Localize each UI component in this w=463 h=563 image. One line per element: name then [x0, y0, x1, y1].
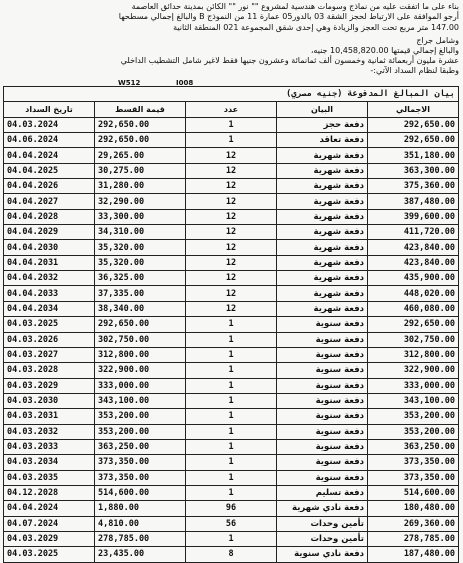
table-body [4, 117, 459, 562]
cell-description: دفعة شهرية [277, 240, 368, 255]
cell-amount: 292,650.00 [95, 117, 186, 132]
cell-date: 04.06.2024 [4, 133, 95, 148]
col-header-count: عدد [186, 102, 277, 117]
table-row [4, 163, 459, 178]
cell-description: دفعة شهرية [277, 286, 368, 301]
table-row [4, 347, 459, 362]
cell-count: 12 [186, 179, 277, 194]
unit-code-i: I008 [176, 79, 194, 87]
cell-description: دفعة سنوية [277, 347, 368, 362]
table-title: بيان المبالغ المدفوعة (جنيه مصري) [4, 87, 459, 102]
cell-date: 04.04.2030 [4, 240, 95, 255]
cell-description: دفعة شهرية [277, 179, 368, 194]
table-row [4, 271, 459, 286]
cell-amount: 4,810.00 [95, 516, 186, 531]
cell-description: دفعة شهرية [277, 255, 368, 270]
cell-count: 12 [186, 271, 277, 286]
cell-date: 04.04.2024 [4, 148, 95, 163]
table-row [4, 148, 459, 163]
cell-amount: 37,335.00 [95, 286, 186, 301]
cell-total: 363,250.00 [368, 439, 459, 454]
cell-count: 1 [186, 455, 277, 470]
cell-amount: 1,880.00 [95, 501, 186, 516]
cell-amount: 514,600.00 [95, 485, 186, 500]
cell-total: 351,180.00 [368, 148, 459, 163]
cell-amount: 34,310.00 [95, 225, 186, 240]
cell-date: 04.03.2030 [4, 393, 95, 408]
table-row [4, 409, 459, 424]
cell-count: 96 [186, 501, 277, 516]
table-row [4, 209, 459, 224]
cell-total: 312,800.00 [368, 347, 459, 362]
cell-count: 12 [186, 163, 277, 178]
cell-amount: 353,200.00 [95, 409, 186, 424]
cell-total: 373,350.00 [368, 470, 459, 485]
cell-count: 1 [186, 332, 277, 347]
cell-count: 1 [186, 531, 277, 546]
payment-schedule-table [3, 86, 459, 563]
cell-amount: 333,000.00 [95, 378, 186, 393]
cell-total: 375,360.00 [368, 179, 459, 194]
table-row [4, 133, 459, 148]
cell-description: دفعة سنوية [277, 332, 368, 347]
cell-description: دفعة سنوية [277, 409, 368, 424]
table-row [4, 286, 459, 301]
cell-description: تأمين وحدات [277, 516, 368, 531]
cell-description: دفعة شهرية [277, 163, 368, 178]
cell-date: 04.04.2032 [4, 271, 95, 286]
cell-total: 448,020.00 [368, 286, 459, 301]
cell-description: دفعة تسليم [277, 485, 368, 500]
cell-description: دفعة سنوية [277, 393, 368, 408]
table-row [4, 501, 459, 516]
cell-total: 353,200.00 [368, 424, 459, 439]
col-header-amount: قيمة القسط [95, 102, 186, 117]
cell-count: 1 [186, 485, 277, 500]
table-row [4, 455, 459, 470]
cell-total: 353,200.00 [368, 409, 459, 424]
cell-description: دفعة شهرية [277, 209, 368, 224]
cell-date: 04.03.2032 [4, 424, 95, 439]
cell-description: دفعة سنوية [277, 470, 368, 485]
cell-amount: 31,280.00 [95, 179, 186, 194]
table-row [4, 317, 459, 332]
cell-count: 12 [186, 240, 277, 255]
table-row [4, 240, 459, 255]
cell-total: 435,900.00 [368, 271, 459, 286]
cell-count: 12 [186, 148, 277, 163]
cell-date: 04.03.2029 [4, 531, 95, 546]
cell-description: دفعة حجز [277, 117, 368, 132]
cell-description: دفعة شهرية [277, 148, 368, 163]
cell-count: 8 [186, 547, 277, 562]
table-header-row [4, 102, 459, 117]
cell-amount: 373,350.00 [95, 470, 186, 485]
cell-description: دفعة تعاقد [277, 133, 368, 148]
cell-total: 373,350.00 [368, 455, 459, 470]
cell-description: دفعة شهرية [277, 225, 368, 240]
col-header-date: تاريخ السداد [4, 102, 95, 117]
col-header-description: البيان [277, 102, 368, 117]
cell-count: 1 [186, 363, 277, 378]
cell-date: 04.03.2024 [4, 117, 95, 132]
cell-total: 187,480.00 [368, 547, 459, 562]
cell-description: دفعة سنوية [277, 439, 368, 454]
cell-description: دفعة سنوية [277, 378, 368, 393]
cell-amount: 30,275.00 [95, 163, 186, 178]
cell-date: 04.03.2026 [4, 332, 95, 347]
cell-count: 1 [186, 133, 277, 148]
cell-total: 423,840.00 [368, 255, 459, 270]
cell-count: 1 [186, 424, 277, 439]
header-line-3: 147.00 متر مربع تحت العجز والزيادة وهي إحدى شقق المجموعة 021 المنطقة الثانية [173, 23, 459, 32]
cell-total: 411,720.00 [368, 225, 459, 240]
header-line-6: عشرة مليون أربعمائة ثمانية وخمسون ألف ثمانمائة وعشرون جنيها فقط لاغير شامل التشطيب الداخلي [120, 56, 459, 65]
cell-count: 12 [186, 194, 277, 209]
cell-total: 269,360.00 [368, 516, 459, 531]
cell-count: 12 [186, 255, 277, 270]
cell-amount: 36,325.00 [95, 271, 186, 286]
cell-date: 04.03.2025 [4, 317, 95, 332]
cell-date: 04.04.2034 [4, 301, 95, 316]
table-row [4, 117, 459, 132]
cell-count: 12 [186, 209, 277, 224]
table-row [4, 485, 459, 500]
cell-count: 1 [186, 409, 277, 424]
cell-count: 56 [186, 516, 277, 531]
cell-total: 387,480.00 [368, 194, 459, 209]
col-header-total: الاجمالي [368, 102, 459, 117]
cell-amount: 33,300.00 [95, 209, 186, 224]
table-row [4, 332, 459, 347]
table-row [4, 424, 459, 439]
table-row [4, 363, 459, 378]
cell-date: 04.03.2029 [4, 378, 95, 393]
cell-count: 12 [186, 286, 277, 301]
cell-total: 363,300.00 [368, 163, 459, 178]
cell-date: 04.04.2025 [4, 163, 95, 178]
cell-description: دفعة نادي سنوية [277, 547, 368, 562]
cell-amount: 292,650.00 [95, 317, 186, 332]
cell-date: 04.04.2028 [4, 209, 95, 224]
cell-count: 12 [186, 225, 277, 240]
cell-count: 1 [186, 439, 277, 454]
cell-total: 292,650.00 [368, 117, 459, 132]
cell-amount: 363,250.00 [95, 439, 186, 454]
cell-total: 292,650.00 [368, 133, 459, 148]
cell-amount: 343,100.00 [95, 393, 186, 408]
cell-total: 423,840.00 [368, 240, 459, 255]
cell-description: دفعة شهرية [277, 301, 368, 316]
table-row [4, 516, 459, 531]
cell-description: دفعة شهرية [277, 271, 368, 286]
table-row [4, 301, 459, 316]
cell-total: 333,000.00 [368, 378, 459, 393]
cell-total: 343,100.00 [368, 393, 459, 408]
cell-count: 12 [186, 301, 277, 316]
cell-amount: 32,290.00 [95, 194, 186, 209]
cell-total: 292,650.00 [368, 317, 459, 332]
cell-date: 04.03.2025 [4, 547, 95, 562]
cell-description: دفعة سنوية [277, 363, 368, 378]
table-row [4, 547, 459, 562]
cell-amount: 278,785.00 [95, 531, 186, 546]
table-row [4, 531, 459, 546]
table-row [4, 179, 459, 194]
cell-amount: 35,320.00 [95, 255, 186, 270]
table-row [4, 470, 459, 485]
table-row [4, 439, 459, 454]
cell-date: 04.12.2028 [4, 485, 95, 500]
cell-date: 04.03.2035 [4, 470, 95, 485]
cell-date: 04.03.2034 [4, 455, 95, 470]
cell-count: 1 [186, 378, 277, 393]
cell-date: 04.07.2024 [4, 516, 95, 531]
cell-amount: 23,435.00 [95, 547, 186, 562]
cell-date: 04.04.2027 [4, 194, 95, 209]
cell-amount: 292,650.00 [95, 133, 186, 148]
cell-amount: 35,320.00 [95, 240, 186, 255]
cell-amount: 29,265.00 [95, 148, 186, 163]
cell-date: 04.03.2028 [4, 363, 95, 378]
cell-date: 04.04.2033 [4, 286, 95, 301]
cell-amount: 312,800.00 [95, 347, 186, 362]
cell-description: دفعة شهرية [277, 194, 368, 209]
cell-date: 04.04.2026 [4, 179, 95, 194]
cell-amount: 353,200.00 [95, 424, 186, 439]
cell-date: 04.03.2027 [4, 347, 95, 362]
unit-code-w: W512 [118, 79, 141, 87]
cell-date: 04.04.2031 [4, 255, 95, 270]
cell-total: 278,785.00 [368, 531, 459, 546]
cell-date: 04.03.2031 [4, 409, 95, 424]
cell-total: 460,080.00 [368, 301, 459, 316]
cell-count: 1 [186, 117, 277, 132]
cell-total: 322,900.00 [368, 363, 459, 378]
cell-description: دفعة سنوية [277, 424, 368, 439]
header-line-5: والبالغ إجمالي قيمتها 10,458,820.00 جنيه، [310, 46, 459, 55]
cell-amount: 38,340.00 [95, 301, 186, 316]
cell-date: 04.04.2029 [4, 225, 95, 240]
table-row [4, 378, 459, 393]
header-line-2: أرجو الموافقة على الارتباط لحجز الشقة 03 بالدور05 عمارة 11 من النموذج B والبالغ إجمالي مسطحها [118, 12, 459, 21]
cell-description: دفعة سنوية [277, 455, 368, 470]
cell-total: 514,600.00 [368, 485, 459, 500]
cell-count: 1 [186, 317, 277, 332]
cell-total: 180,480.00 [368, 501, 459, 516]
table-row [4, 255, 459, 270]
cell-date: 04.04.2024 [4, 501, 95, 516]
header-line-7: وطبقا لنظام السداد الآتي:- [370, 66, 459, 75]
cell-count: 1 [186, 393, 277, 408]
cell-count: 1 [186, 347, 277, 362]
cell-date: 04.03.2033 [4, 439, 95, 454]
cell-count: 1 [186, 470, 277, 485]
cell-total: 399,600.00 [368, 209, 459, 224]
cell-amount: 373,350.00 [95, 455, 186, 470]
cell-amount: 302,750.00 [95, 332, 186, 347]
header-line-1: بناء على ما اتفقت عليه من نماذج وسومات هندسية لمشروع "" نور "" الكائن بمدينة حدائق العاصمة [131, 2, 459, 11]
header-line-4: وشامل جراج [416, 36, 459, 45]
cell-description: تأمين وحدات [277, 531, 368, 546]
cell-description: دفعة سنوية [277, 317, 368, 332]
cell-description: دفعة نادي شهرية [277, 501, 368, 516]
cell-amount: 322,900.00 [95, 363, 186, 378]
cell-total: 302,750.00 [368, 332, 459, 347]
table-row [4, 194, 459, 209]
table-row [4, 225, 459, 240]
table-row [4, 393, 459, 408]
table-title-row [4, 87, 459, 102]
agreement-header [0, 0, 463, 77]
